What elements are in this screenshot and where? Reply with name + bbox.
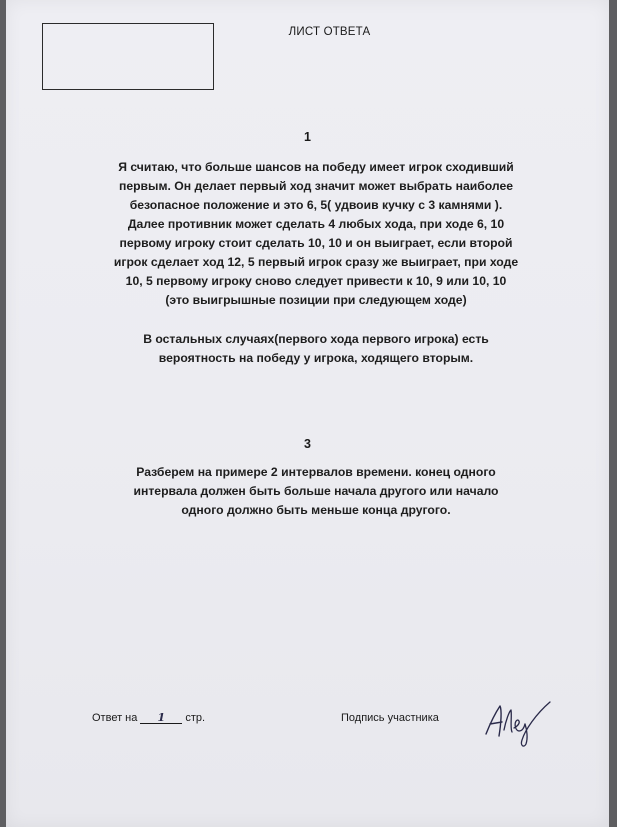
signature-field-label: Подпись участника (341, 712, 439, 724)
question-1-answer-paragraph-1 (76, 158, 556, 310)
text-line: В остальных случаях(первого хода первого игрока) есть (143, 332, 489, 346)
text-line: (это выигрышные позиции при следующем ходе) (165, 293, 467, 307)
sheet-title: ЛИСТ ОТВЕТА (288, 26, 371, 38)
answer-on-label: Ответ на (92, 712, 138, 724)
pages-suffix-label: стр. (185, 712, 206, 724)
question-1-answer-paragraph-2 (76, 330, 556, 368)
text-line: интервала должен быть больше начала другого или начало (133, 484, 499, 498)
text-line: безопасное положение и это 6, 5( удвоив кучку с 3 камнями ). (129, 198, 503, 212)
text-line: 10, 5 первому игроку сново следует привести к 10, 9 или 10, 10 (125, 274, 507, 288)
text-line: одного должно быть меньше конца другого. (181, 503, 451, 517)
answer-sheet (6, 0, 609, 827)
text-line: Я считаю, что больше шансов на победу имеет игрок сходивший (118, 160, 514, 174)
text-line: первому игроку стоит сделать 10, 10 и он выиграет, если второй (119, 236, 513, 250)
question-1-number: 1 (304, 130, 311, 144)
page-count-field (92, 712, 205, 724)
text-line: Далее противник может сделать 4 любых хода, при ходе 6, 10 (127, 217, 505, 231)
page-count-value: 1 (140, 712, 182, 724)
text-line: Разберем на примере 2 интервалов времени. конец одного (136, 465, 496, 479)
question-3-answer-paragraph-1 (76, 463, 556, 520)
text-line: первым. Он делает первый ход значит может выбрать наиболее (118, 179, 514, 193)
text-line: игрок сделает ход 12, 5 первый игрок сразу же выиграет, при ходе (113, 255, 519, 269)
question-3-number: 3 (304, 437, 311, 451)
handwritten-signature-icon (476, 690, 556, 750)
text-line: вероятность на победу у игрока, ходящего вторым. (158, 351, 474, 365)
